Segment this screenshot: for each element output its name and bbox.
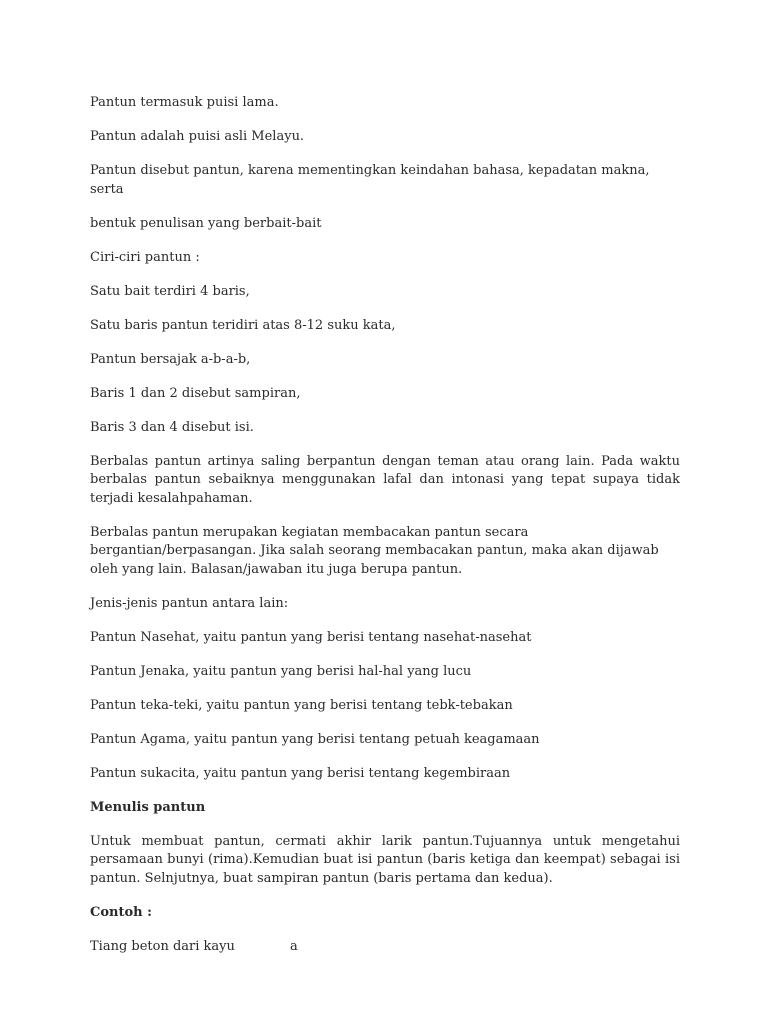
list-item-agama: Pantun Agama, yaitu pantun yang berisi tentang petuah keagamaan: [90, 731, 540, 747]
list-item-teka-teki: Pantun teka-teki, yaitu pantun yang berisi tentang tebk-tebakan: [90, 697, 513, 713]
list-item-sampiran: Baris 1 dan 2 disebut sampiran,: [90, 385, 301, 401]
heading-menulis-pantun: Menulis pantun: [90, 799, 206, 815]
list-item-sukacita: Pantun sukacita, yaitu pantun yang berisi tentang kegembiraan: [90, 765, 511, 781]
list-item-isi: Baris 3 dan 4 disebut isi.: [90, 419, 254, 435]
paragraph-puisi-lama: Pantun termasuk puisi lama.: [90, 95, 279, 110]
paragraph-puisi-asli: Pantun adalah puisi asli Melayu.: [90, 129, 305, 144]
paragraph-disebut-pantun: Pantun disebut pantun, karena mementingkan keindahan bahasa, kepadatan makna, serta: [90, 163, 650, 197]
list-item-bersajak: Pantun bersajak a-b-a-b,: [90, 351, 251, 367]
paragraph-jenis-jenis: Jenis-jenis pantun antara lain:: [90, 595, 289, 611]
list-item-suku-kata: Satu baris pantun teridiri atas 8-12 suku kata,: [90, 317, 396, 333]
paragraph-berbalas-pantun-2: Berbalas pantun merupakan kegiatan membacakan pantun secara bergantian/berpasangan. Jika salah seorang membacakan pantun, maka akan dijawab oleh yang lain. Balasan/jawaban itu juga berupa pantun.: [90, 524, 659, 577]
contoh-line: [90, 938, 680, 957]
contoh-line-rhyme: a: [290, 938, 298, 954]
contoh-line-text: Tiang beton dari kayu: [90, 938, 235, 954]
document-page: [90, 94, 680, 972]
heading-contoh: Contoh :: [90, 904, 152, 920]
paragraph-menulis-pantun: Untuk membuat pantun, cermati akhir larik pantun.Tujuannya untuk mengetahui persamaan bunyi (rima).Kemudian buat isi pantun (baris ketiga dan keempat) sebagai isi pantun. Selnjutnya, buat sampiran pantun (baris pertama dan kedua).: [90, 833, 680, 886]
paragraph-berbalas-pantun-1: Berbalas pantun artinya saling berpantun dengan teman atau orang lain. Pada waktu berbalas pantun sebaiknya menggunakan lafal dan intonasi yang tepat supaya tidak terjadi kesalahpahaman.: [90, 453, 680, 506]
list-item-jenaka: Pantun Jenaka, yaitu pantun yang berisi hal-hal yang lucu: [90, 663, 472, 679]
paragraph-ciri-ciri: Ciri-ciri pantun :: [90, 249, 200, 265]
paragraph-bentuk-penulisan: bentuk penulisan yang berbait-bait: [90, 215, 322, 231]
list-item-satu-bait: Satu bait terdiri 4 baris,: [90, 283, 250, 299]
list-item-nasehat: Pantun Nasehat, yaitu pantun yang berisi tentang nasehat-nasehat: [90, 629, 532, 645]
